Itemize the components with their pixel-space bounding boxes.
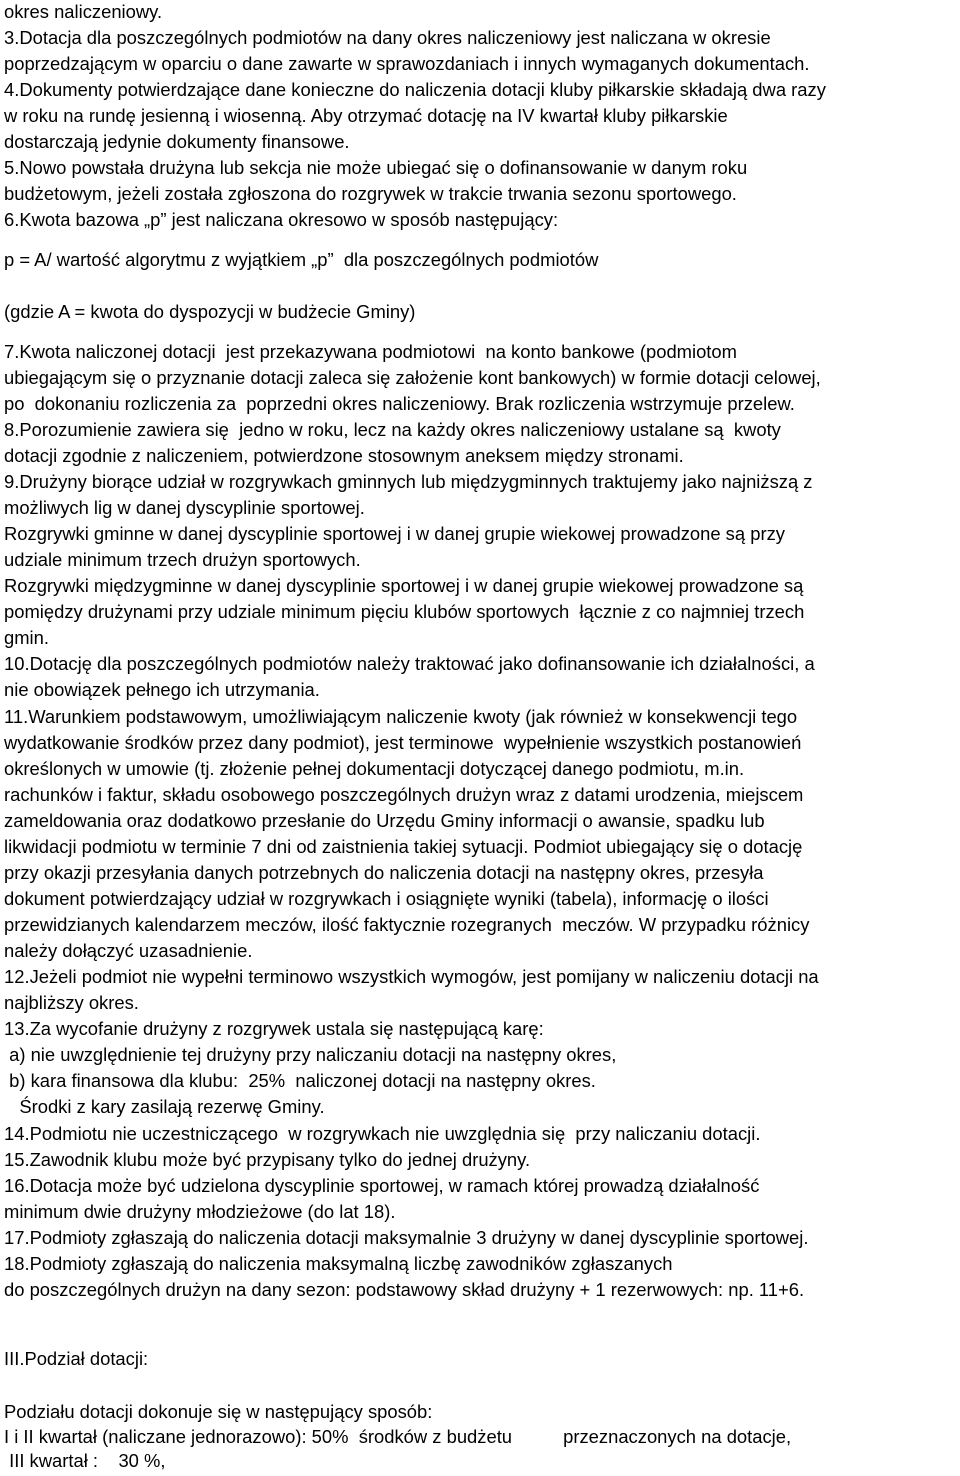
text-line: 10.Dotację dla poszczególnych podmiotów należy traktować jako dofinansowanie ich działalności, a xyxy=(4,653,815,674)
text-line: gmin. xyxy=(4,627,49,648)
text-line: I i II kwartał (naliczane jednorazowo): 50% środków z budżetu przeznaczonych na dotacje, xyxy=(4,1426,792,1447)
text-line: 13.Za wycofanie drużyny z rozgrywek ustala się następującą karę: xyxy=(4,1018,544,1039)
text-line: 17.Podmioty zgłaszają do naliczenia dotacji maksymalnie 3 drużyny w danej dyscyplinie sportowej. xyxy=(4,1227,809,1248)
text-line: 3.Dotacja dla poszczególnych podmiotów na dany okres naliczeniowy jest naliczana w okresie xyxy=(4,27,771,48)
text-line: przewidzianych kalendarzem meczów, ilość faktycznie rozegranych meczów. W przypadku różnicy xyxy=(4,914,810,935)
text-line: III kwartał : 30 %, xyxy=(4,1450,166,1471)
text-line: Środki z kary zasilają rezerwę Gminy. xyxy=(4,1096,325,1117)
formula-note: (gdzie A = kwota do dyspozycji w budżecie Gminy) xyxy=(4,301,416,322)
text-line: najbliższy okres. xyxy=(4,992,139,1013)
text-line: dotacji zgodnie z naliczeniem, potwierdzone stosownym aneksem między stronami. xyxy=(4,445,684,466)
text-line: budżetowym, jeżeli została zgłoszona do rozgrywek w trakcie trwania sezonu sportowego. xyxy=(4,183,737,204)
text-line: do poszczególnych drużyn na dany sezon: podstawowy skład drużyny + 1 rezerwowych: np. 11+6. xyxy=(4,1279,805,1300)
text-line: możliwych lig w danej dyscyplinie sportowej. xyxy=(4,497,365,518)
text-line: 7.Kwota naliczonej dotacji jest przekazywana podmiotowi na konto bankowe (podmiotom xyxy=(4,341,737,362)
text-line: w roku na rundę jesienną i wiosenną. Aby otrzymać dotację na IV kwartał kluby piłkarskie xyxy=(4,105,728,126)
text-line: udziale minimum trzech drużyn sportowych. xyxy=(4,549,361,570)
text-line: 6.Kwota bazowa „p” jest naliczana okresowo w sposób następujący: xyxy=(4,209,559,230)
text-line: likwidacji podmiotu w terminie 7 dni od zaistnienia takiej sytuacji. Podmiot ubiegający się o dotację xyxy=(4,836,803,857)
text-line: dostarczają jedynie dokumenty finansowe. xyxy=(4,131,350,152)
text-line: zameldowania oraz dodatkowo przesłanie do Urzędu Gminy informacji o awansie, spadku lub xyxy=(4,810,765,831)
text-line: rachunków i faktur, składu osobowego poszczególnych drużyn wraz z datami urodzenia, miejscem xyxy=(4,784,804,805)
text-line: 15.Zawodnik klubu może być przypisany tylko do jednej drużyny. xyxy=(4,1149,531,1170)
text-line: 5.Nowo powstała drużyna lub sekcja nie może ubiegać się o dofinansowanie w danym roku xyxy=(4,157,748,178)
text-line: Rozgrywki gminne w danej dyscyplinie sportowej i w danej grupie wiekowej prowadzone są przy xyxy=(4,523,785,544)
text-line: wydatkowanie środków przez dany podmiot), jest terminowe wypełnienie wszystkich postanowień xyxy=(4,732,802,753)
text-line: nie obowiązek pełnego ich utrzymania. xyxy=(4,679,320,700)
text-line: określonych w umowie (tj. złożenie pełnej dokumentacji dotyczącej danego podmiotu, m.in. xyxy=(4,758,745,779)
text-line: ubiegającym się o przyznanie dotacji zaleca się założenie kont bankowych) w formie dotacji celowej, xyxy=(4,367,821,388)
text-line: 16.Dotacja może być udzielona dyscyplinie sportowej, w ramach której prowadzą działalność xyxy=(4,1175,760,1196)
text-line: 4.Dokumenty potwierdzające dane konieczne do naliczenia dotacji kluby piłkarskie składają dwa razy xyxy=(4,79,826,100)
text-line: 14.Podmiotu nie uczestniczącego w rozgrywkach nie uwzględnia się przy naliczaniu dotacji. xyxy=(4,1123,761,1144)
text-line: 9.Drużyny biorące udział w rozgrywkach gminnych lub międzygminnych traktujemy jako najniższą z xyxy=(4,471,813,492)
text-line: Podziału dotacji dokonuje się w następujący sposób: xyxy=(4,1401,433,1422)
text-line: po dokonaniu rozliczenia za poprzedni okres naliczeniowy. Brak rozliczenia wstrzymuje przelew. xyxy=(4,393,795,414)
text-line: 11.Warunkiem podstawowym, umożliwiającym naliczenie kwoty (jak również w konsekwencji tego xyxy=(4,706,798,727)
text-line: 12.Jeżeli podmiot nie wypełni terminowo wszystkich wymogów, jest pomijany w naliczeniu dotacji na xyxy=(4,966,819,987)
text-line: poprzedzającym w oparciu o dane zawarte w sprawozdaniach i innych wymaganych dokumentach. xyxy=(4,53,810,74)
text-line: okres naliczeniowy. xyxy=(4,1,163,22)
text-line: 18.Podmioty zgłaszają do naliczenia maksymalną liczbę zawodników zgłaszanych xyxy=(4,1253,673,1274)
text-line: należy dołączyć uzasadnienie. xyxy=(4,940,253,961)
text-line: Rozgrywki międzygminne w danej dyscyplinie sportowej i w danej grupie wiekowej prowadzone są xyxy=(4,575,804,596)
text-line: przy okazji przesyłania danych potrzebnych do naliczenia dotacji na następny okres, przesyła xyxy=(4,862,764,883)
text-line: 8.Porozumienie zawiera się jedno w roku, lecz na każdy okres naliczeniowy ustalane są kwoty xyxy=(4,419,781,440)
formula-line: p = A/ wartość algorytmu z wyjątkiem „p” dla poszczególnych podmiotów xyxy=(4,249,599,270)
list-item: b) kara finansowa dla klubu: 25% naliczonej dotacji na następny okres. xyxy=(4,1070,596,1091)
text-line: dokument potwierdzający udział w rozgrywkach i osiągnięte wyniki (tabela), informację o ilości xyxy=(4,888,769,909)
section-heading: III.Podział dotacji: xyxy=(4,1348,149,1369)
list-item: a) nie uwzględnienie tej drużyny przy naliczaniu dotacji na następny okres, xyxy=(4,1044,617,1065)
text-line: minimum dwie drużyny młodzieżowe (do lat 18). xyxy=(4,1201,396,1222)
text-line: pomiędzy drużynami przy udziale minimum pięciu klubów sportowych łącznie z co najmniej trzech xyxy=(4,601,805,622)
